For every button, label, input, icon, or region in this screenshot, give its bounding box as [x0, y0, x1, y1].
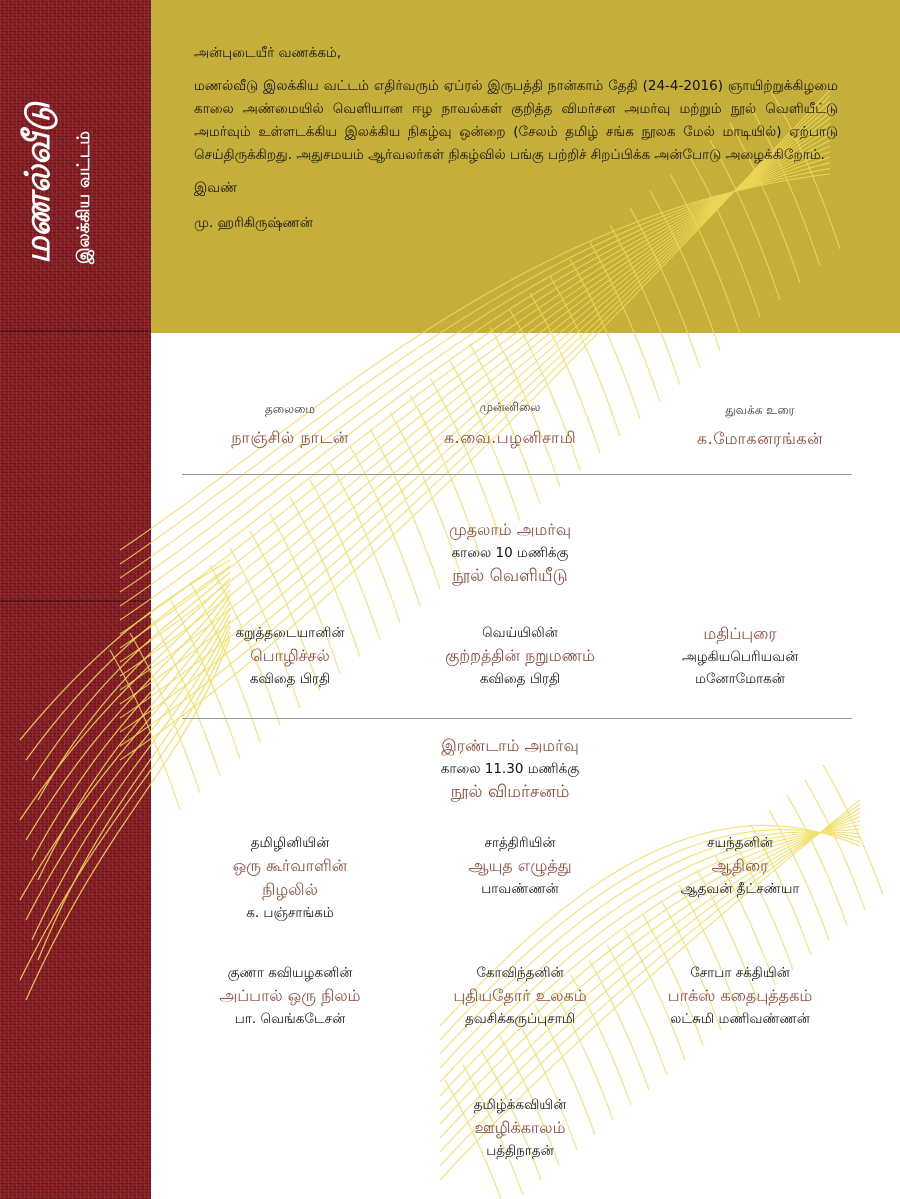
official-role: தலைமை [264, 402, 316, 416]
author: கறுத்தடையானின் [235, 625, 345, 641]
author: தமிழினியின் [250, 835, 330, 851]
official-name: க.மோகனரங்கன் [696, 429, 824, 448]
invitation-letter [194, 42, 838, 245]
review-block [660, 622, 820, 690]
reviewer: தவசிக்கருப்புசாமி [465, 1011, 575, 1027]
book-title: ஆதிரை [711, 856, 769, 875]
author: குணா கவியழகனின் [227, 965, 353, 981]
textile-sidebar [0, 0, 151, 1199]
session1-title: முதலாம் அமர்வு [448, 520, 572, 539]
sidebar-divider [0, 330, 151, 332]
official-presence [420, 400, 600, 449]
official-name: க.வை.பழனிசாமி [443, 428, 577, 447]
review-item [420, 832, 620, 900]
reviewer: ஆதவன் தீட்சண்யா [680, 881, 800, 897]
reviewer: பத்திநாதன் [486, 1143, 554, 1159]
review-item [420, 962, 620, 1030]
divider [182, 474, 852, 475]
book-title: பாக்ஸ் கதைபுத்தகம் [667, 986, 813, 1005]
session2-time: காலை 11.30 மணிக்கு [440, 761, 580, 777]
reviewer: பா. வெங்கடேசன் [234, 1011, 346, 1027]
session2-subtitle: நூல் விமர்சனம் [450, 782, 570, 802]
author: சயந்தனின் [707, 835, 773, 851]
letter-body: மணல்வீடு இலக்கிய வட்டம் எதிர்வரும் ஏப்ரல் இருபத்தி நான்காம் தேதி (24-4-2016) ஞாயிற்றுக்கிழமை காலை அண்மையில் வெளியான ஈழ நாவல்கள் குறித்த விமர்சன அமர்வு மற்றும் நூல் வெளியீட்டு அமர்வும் உள்ளடக்கிய இலக்கிய நிகழ்வு ஒன்றை (சேலம் தமிழ் சங்க நூலக மேல் மாடியில்) ஏற்பாடு செய்திருக்கிறது. அதுசமயம் ஆர்வலர்கள் நிகழ்வில் பங்கு பற்றிச் சிறப்பிக்க அன்போடு அழைக்கிறோம். [194, 78, 838, 163]
reviewer: லட்சுமி மணிவண்ணன் [670, 1011, 810, 1027]
session1-time: காலை 10 மணிக்கு [451, 545, 569, 561]
author: கோவிந்தனின் [476, 965, 564, 981]
review-item [420, 1094, 620, 1162]
author: சோபா சக்தியின் [690, 965, 790, 981]
author: தமிழ்க்கவியின் [473, 1097, 567, 1113]
reviewer-name: மனோமோகன் [695, 671, 785, 687]
release-item [405, 622, 635, 690]
release-item [200, 622, 380, 690]
official-opening [660, 403, 860, 450]
letter-signature: மு. ஹரிகிருஷ்ணன் [194, 215, 313, 231]
book-title: ஊழிக்காலம் [474, 1118, 566, 1137]
author: வெய்யிலின் [482, 625, 558, 641]
note: கவிதை பிரதி [479, 671, 561, 687]
book-title: குற்றத்தின் நறுமணம் [445, 646, 595, 665]
reviewer: பாவண்ணன் [481, 881, 559, 897]
letter-greeting: அன்புடையீர் வணக்கம், [194, 45, 342, 61]
official-name: நாஞ்சில் நாடன் [231, 428, 349, 447]
book-title: புதியதோர் உலகம் [453, 986, 587, 1005]
book-title: அப்பால் ஒரு நிலம் [219, 986, 361, 1005]
session2-title: இரண்டாம் அமர்வு [441, 736, 579, 755]
reviewer: க. பஞ்சாங்கம் [246, 905, 334, 921]
logo [10, 88, 130, 268]
book-title: நிழலில் [262, 880, 318, 899]
book-title: ஆயுத எழுத்து [468, 856, 572, 875]
official-role: முன்னிலை [479, 400, 541, 414]
review-item [190, 962, 390, 1030]
book-title: ஒரு கூர்வாளின் [232, 856, 348, 875]
reviewer-name: அழகியபெரியவன் [681, 649, 799, 665]
review-label: மதிப்புரை [703, 624, 777, 643]
author: சாத்திரியின் [484, 835, 556, 851]
sidebar-divider [0, 600, 151, 602]
divider [182, 718, 852, 719]
logo-text: மணல்வீடு [18, 102, 58, 264]
letter-closing: இவண் [194, 180, 238, 196]
session2-header [380, 734, 640, 804]
session1-header [380, 518, 640, 588]
review-item [200, 832, 380, 924]
official-role: துவக்க உரை [725, 403, 795, 417]
review-item [655, 832, 825, 900]
logo-subtext: இலக்கிய வட்டம் [74, 131, 94, 264]
review-item [640, 962, 840, 1030]
book-title: பொழிச்சல் [250, 646, 330, 665]
session1-subtitle: நூல் வெளியீடு [452, 566, 568, 586]
official-chair [200, 402, 380, 449]
note: கவிதை பிரதி [249, 671, 331, 687]
